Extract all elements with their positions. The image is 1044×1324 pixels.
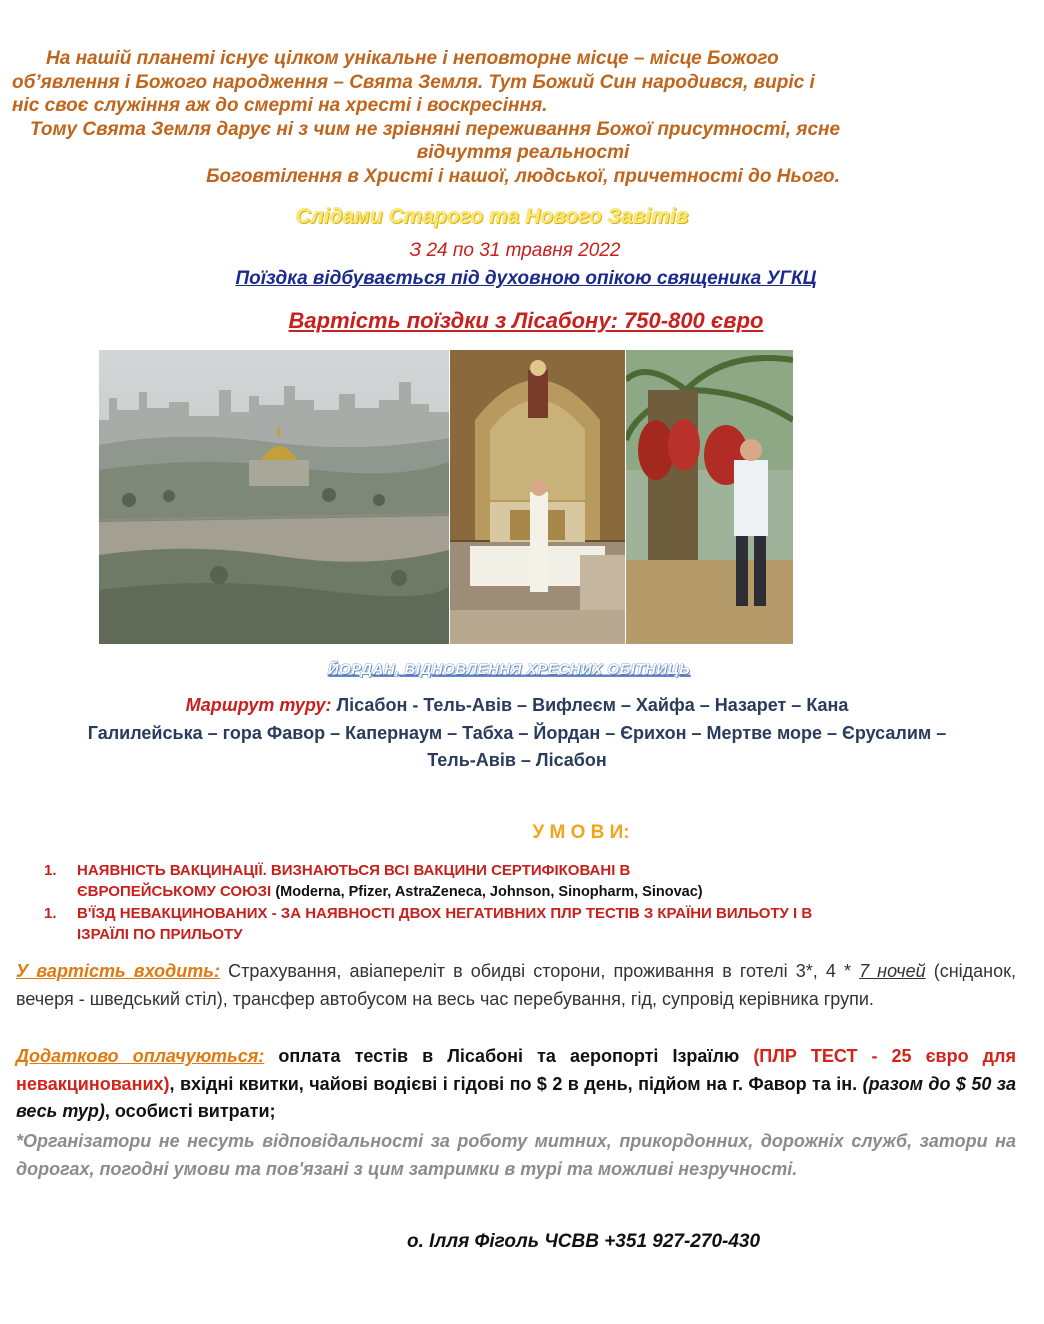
tour-subtitle: Слідами Старого та Нового Завітів [295, 205, 689, 228]
date-palm-photo [626, 350, 793, 644]
condition-number: 1. [44, 862, 57, 879]
route-text: Лісабон - Тель-Авів – Вифлеєм – Хайфа – Назарет – Кана [336, 695, 849, 715]
includes-text: Страхування, авіапереліт в обидві сторони, проживання в готелі 3*, 4 * [219, 961, 860, 981]
tour-dates: З 24 по 31 травня 2022 [409, 240, 621, 261]
conditions-title: У М О В И: [532, 822, 630, 843]
intro-text [12, 47, 1034, 188]
extra-costs [16, 1043, 1016, 1126]
condition-line-text: ЄВРОПЕЙСЬКОМУ СОЮЗІ [77, 883, 272, 900]
tour-route [0, 692, 1034, 775]
intro-line: ніс своє служіння аж до смерті на хресті і воскресіння. [12, 95, 548, 116]
route-line: Галилейська – гора Фавор – Капернаум – Табха – Йордан – Єрихон – Мертве море – Єрусалим – [87, 722, 947, 743]
condition-line: НАЯВНІСТЬ ВАКЦИНАЦІЇ. ВИЗНАЮТЬСЯ ВСІ ВАКЦИНИ СЕРТИФІКОВАНІ В [77, 862, 631, 879]
price-includes [16, 958, 1016, 1013]
pcr-test-note: (ПЛР ТЕСТ - 25 євро для невакцинованих) [16, 1046, 1016, 1094]
photo-caption: ЙОРДАН, ВІДНОВЛЕННЯ ХРЕСНИХ ОБІТНИЦЬ [327, 661, 691, 678]
jerusalem-panorama-photo [99, 350, 449, 644]
conditions-list [44, 860, 964, 945]
extra-text: оплата тестів в Лісабоні та аеропорті Ізраїлю [264, 1046, 754, 1066]
condition-line: В'ЇЗД НЕВАКЦИНОВАНИХ - ЗА НАЯВНОСТІ ДВОХ НЕГАТИВНИХ ПЛР ТЕСТІВ З КРАЇНИ ВИЛЬОТУ І В [77, 905, 813, 922]
intro-line: відчуття реальності [416, 142, 630, 163]
condition-number: 1. [44, 905, 57, 922]
condition-line [77, 881, 964, 903]
photo-collage [99, 350, 693, 644]
nights-count: 7 ночей [859, 961, 926, 981]
price-label: Вартість поїздки з Лісабону: [288, 308, 618, 333]
spiritual-guidance-note: Поїздка відбувається під духовною опікою священика УГКЦ [235, 268, 817, 289]
church-altar-photo [450, 350, 625, 644]
extra-label: Додатково оплачуються: [16, 1046, 265, 1066]
disclaimer-note: *Організатори не несуть відповідальності за роботу митних, прикордонних, дорожніх служб, затори на дорогах, погодні умови та пов'язані з цим затримки в турі та можливі незручності. [16, 1131, 1016, 1179]
route-line [0, 692, 1034, 720]
extra-text: , особисті витрати; [104, 1101, 276, 1121]
route-line: Тель-Авів – Лісабон [427, 750, 607, 770]
condition-line: ІЗРАЇЛІ ПО ПРИЛЬОТУ [77, 926, 243, 943]
route-label: Маршрут туру: [185, 695, 332, 715]
condition-item [44, 903, 964, 945]
includes-label: У вартість входить: [16, 961, 220, 981]
tour-price [0, 308, 1044, 334]
intro-line: На нашій планеті існує цілком унікальне і неповторне місце – місце Божого [46, 48, 779, 69]
intro-line: Боговтілення в Христі і нашої, людської, причетності до Нього. [206, 165, 840, 187]
extra-total: (разом до $ 50 за весь тур) [16, 1073, 1016, 1121]
organizer-contact: о. Ілля Фіголь ЧСВВ +351 927-270-430 [407, 1231, 761, 1252]
condition-item [44, 860, 964, 903]
extra-text: , вхідні квитки, чайові водієві і гідові по $ 2 в день, підйом на г. Фавор та ін. [169, 1073, 863, 1094]
intro-line: Тому Свята Земля дарує ні з чим не зрівняні переживання Божої присутності, ясне [30, 118, 841, 140]
intro-line: об’явлення і Божого народження – Свята Земля. Тут Божий Син народився, виріс і [12, 71, 815, 93]
price-amount: 750-800 євро [624, 308, 764, 333]
vaccine-brands: (Moderna, Pfizer, AstraZeneca, Johnson, Sinopharm, Sinovac) [275, 884, 703, 900]
includes-text: (сніданок, вечеря - шведський стіл), трансфер автобусом на весь час перебування, гід, супровід керівника групи. [16, 961, 1017, 1009]
